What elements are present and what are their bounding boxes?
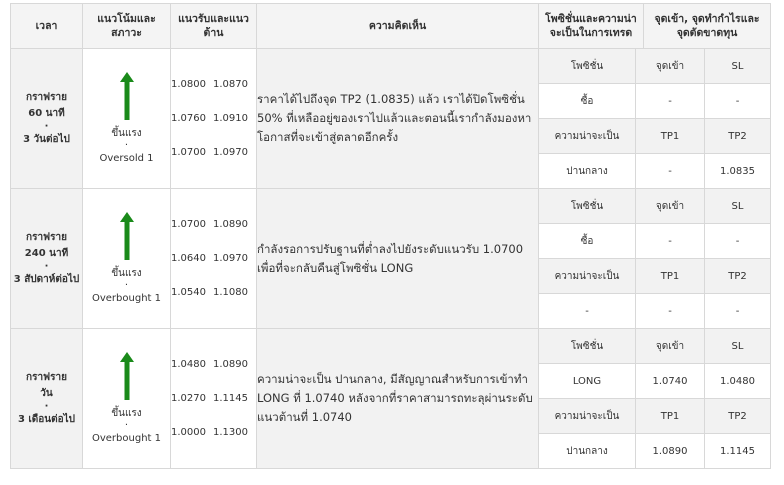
resistance-level: 1.0910 (213, 113, 248, 124)
support-resistance-pair (171, 348, 256, 382)
horizon-label: 3 เดือนต่อไป (17, 413, 76, 425)
timeframe-label: กราฟราย 240 นาที (24, 231, 69, 259)
position-cell-value: - (705, 224, 771, 259)
position-cell-value: - (636, 224, 705, 259)
position-row (539, 294, 770, 329)
position-cell-value: ความน่าจะเป็น (539, 259, 636, 294)
separator-dot: · (124, 139, 129, 151)
position-cell-value: - (705, 84, 771, 119)
position-row (539, 329, 770, 364)
position-row (539, 224, 770, 259)
position-cell-value: จุดเข้า (636, 49, 705, 84)
table-row (11, 329, 771, 469)
position-table (539, 189, 770, 328)
header-position (539, 4, 771, 49)
position-cell-value: SL (705, 49, 771, 84)
position-cell-value: TP2 (705, 119, 771, 154)
support-resistance-pair (171, 416, 256, 450)
comment-cell: กำลังรอการปรับฐานที่ต่ำลงไปยังระดับแนวรับ 1.0700 เพื่อที่จะกลับคืนสู่โพซิชั่น LONG (257, 189, 539, 329)
separator-dot: · (44, 260, 49, 272)
position-cell-value: 1.0835 (705, 154, 771, 189)
support-level: 1.0760 (171, 113, 206, 124)
separator-dot: · (124, 279, 129, 291)
horizon-label: 3 สัปดาห์ต่อไป (13, 273, 80, 285)
position-cell (539, 189, 771, 329)
trend-cell (83, 189, 171, 329)
support-level: 1.0640 (171, 253, 206, 264)
timeframe-cell (11, 189, 83, 329)
table-row (11, 189, 771, 329)
header-position-probability: โพซิชั่นและความน่าจะเป็นในการเทรด (539, 4, 644, 48)
position-cell-value: 1.0890 (636, 434, 705, 469)
trend-state: Oversold 1 (99, 152, 154, 164)
resistance-level: 1.1300 (213, 427, 248, 438)
timeframe-label: กราฟราย 60 นาที (26, 91, 67, 119)
position-row (539, 49, 770, 84)
support-resistance-cell (171, 49, 257, 189)
support-level: 1.0270 (171, 393, 206, 404)
header-trend: แนวโน้มและสภาวะ (83, 4, 171, 49)
resistance-level: 1.0970 (213, 147, 248, 158)
position-cell-value: - (636, 84, 705, 119)
header-support-resistance: แนวรับและแนวต้าน (171, 4, 257, 49)
support-resistance-cell (171, 189, 257, 329)
support-resistance-pair (171, 382, 256, 416)
position-row (539, 119, 770, 154)
resistance-level: 1.1080 (213, 287, 248, 298)
timeframe-cell (11, 329, 83, 469)
resistance-level: 1.0970 (213, 253, 248, 264)
horizon-label: 3 วันต่อไป (23, 133, 70, 145)
position-cell-value: ปานกลาง (539, 434, 636, 469)
position-cell-value: TP1 (636, 399, 705, 434)
position-cell-value: TP1 (636, 259, 705, 294)
position-row (539, 154, 770, 189)
position-cell-value: - (636, 154, 705, 189)
position-row (539, 364, 770, 399)
position-table (539, 49, 770, 188)
separator-dot: · (44, 400, 49, 412)
up-arrow-icon (120, 72, 134, 120)
position-row (539, 84, 770, 119)
position-cell-value: TP1 (636, 119, 705, 154)
position-cell-value: 1.1145 (705, 434, 771, 469)
trend-cell (83, 329, 171, 469)
position-cell-value: TP2 (705, 259, 771, 294)
position-cell-value: TP2 (705, 399, 771, 434)
position-cell-value: ปานกลาง (539, 154, 636, 189)
position-cell-value: จุดเข้า (636, 329, 705, 364)
position-cell-value: - (705, 294, 771, 329)
resistance-level: 1.0870 (213, 79, 248, 90)
trend-label: ขึ้นแรง (111, 127, 142, 139)
separator-dot: · (124, 419, 129, 431)
trend-label: ขึ้นแรง (111, 407, 142, 419)
up-arrow-icon (120, 212, 134, 260)
support-resistance-pair (171, 102, 256, 136)
support-level: 1.0800 (171, 79, 206, 90)
position-cell-value: ความน่าจะเป็น (539, 399, 636, 434)
header-entry-tp-sl: จุดเข้า, จุดทำกำไรและจุดตัดขาดทุน (654, 13, 760, 39)
position-cell (539, 49, 771, 189)
position-cell-value: 1.0480 (705, 364, 771, 399)
support-resistance-cell (171, 329, 257, 469)
support-resistance-pair (171, 276, 256, 310)
position-row (539, 434, 770, 469)
position-cell-value: โพซิชั่น (539, 49, 636, 84)
trend-cell (83, 49, 171, 189)
analysis-table (10, 3, 771, 469)
up-arrow-icon (120, 352, 134, 400)
comment-cell: ความน่าจะเป็น ปานกลาง, มีสัญญาณสำหรับการเข้าทำ LONG ที่ 1.0740 หลังจากที่ราคาสามารถทะลุผ่านระดับแนวต้านที่ 1.0740 (257, 329, 539, 469)
support-level: 1.0700 (171, 147, 206, 158)
trend-label: ขึ้นแรง (111, 267, 142, 279)
position-row (539, 259, 770, 294)
position-cell-value: ซื้อ (539, 224, 636, 259)
position-cell-value: SL (705, 189, 771, 224)
support-resistance-pair (171, 208, 256, 242)
position-cell-value: - (539, 294, 636, 329)
support-resistance-pair (171, 136, 256, 170)
position-cell-value: 1.0740 (636, 364, 705, 399)
support-level: 1.0700 (171, 219, 206, 230)
timeframe-cell (11, 49, 83, 189)
position-cell-value: โพซิชั่น (539, 189, 636, 224)
position-row (539, 189, 770, 224)
position-table (539, 329, 770, 468)
position-cell-value: ความน่าจะเป็น (539, 119, 636, 154)
trend-state: Overbought 1 (91, 432, 161, 444)
position-cell-value: โพซิชั่น (539, 329, 636, 364)
trend-state: Overbought 1 (91, 292, 161, 304)
resistance-level: 1.1145 (213, 393, 248, 404)
position-cell-value: จุดเข้า (636, 189, 705, 224)
position-cell-value: LONG (539, 364, 636, 399)
position-cell-value: SL (705, 329, 771, 364)
support-level: 1.0000 (171, 427, 206, 438)
comment-cell: ราคาได้ไปถึงจุด TP2 (1.0835) แล้ว เราได้ปิดโพซิชั่น 50% ที่เหลืออยู่ของเราไปแล้วและตอนนี้เรากำลังมองหาโอกาสที่จะเข้าสู่ตลาดอีกครั้ง (257, 49, 539, 189)
table-header-row (11, 4, 771, 49)
resistance-level: 1.0890 (213, 219, 248, 230)
analysis-table-wrapper (10, 3, 770, 469)
resistance-level: 1.0890 (213, 359, 248, 370)
position-cell-value: - (636, 294, 705, 329)
support-resistance-pair (171, 242, 256, 276)
header-time: เวลา (11, 4, 83, 49)
header-comment: ความคิดเห็น (257, 4, 539, 49)
position-cell (539, 329, 771, 469)
position-cell-value: ซื้อ (539, 84, 636, 119)
support-level: 1.0480 (171, 359, 206, 370)
support-resistance-pair (171, 68, 256, 102)
position-row (539, 399, 770, 434)
timeframe-label: กราฟราย วัน (26, 371, 67, 399)
table-row (11, 49, 771, 189)
support-level: 1.0540 (171, 287, 206, 298)
separator-dot: · (44, 120, 49, 132)
